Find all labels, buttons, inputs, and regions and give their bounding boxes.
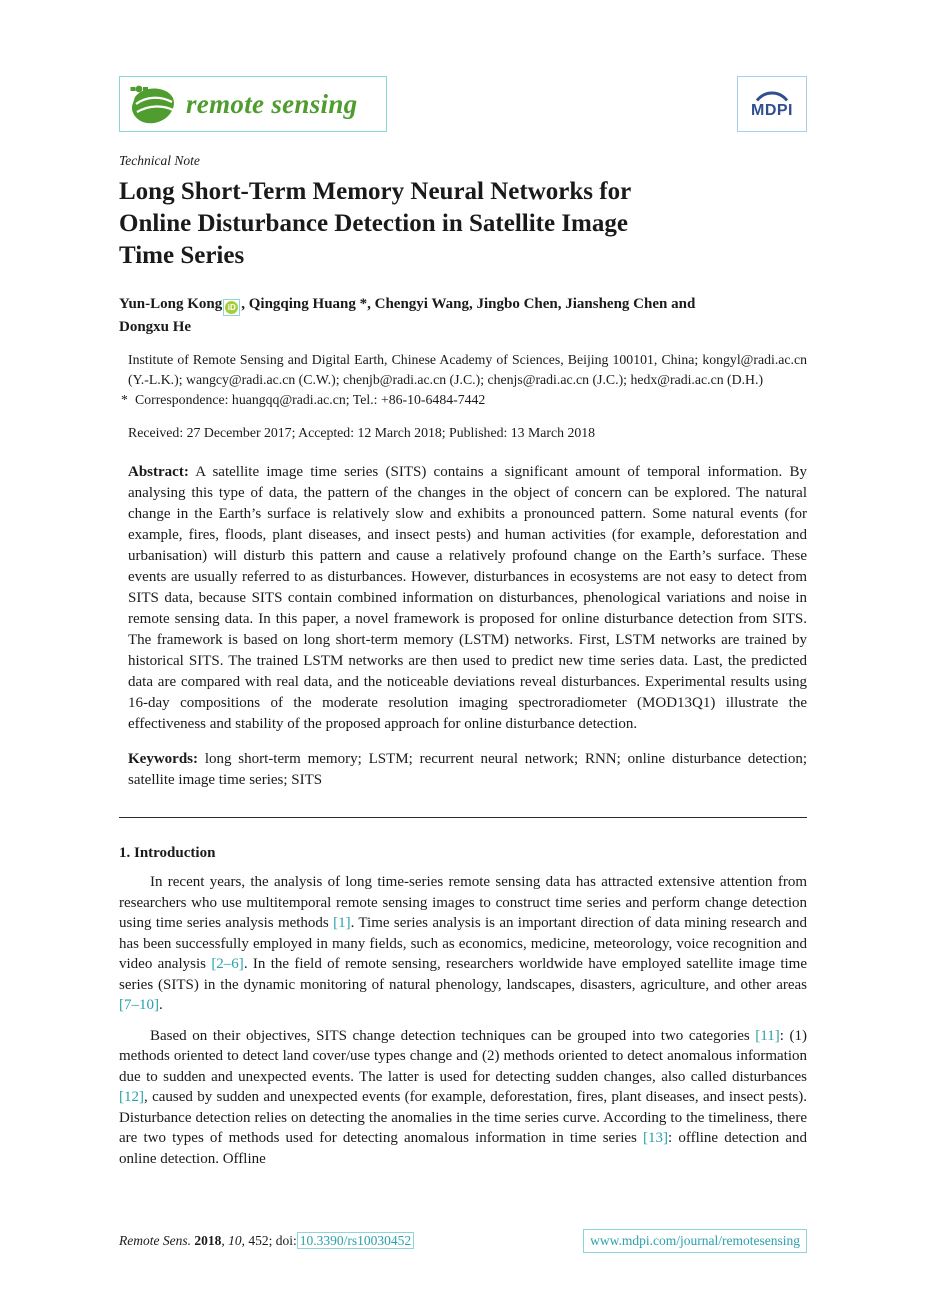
masthead: [119, 76, 807, 132]
keywords-text: long short-term memory; LSTM; recurrent neural network; RNN; online disturbance detection; satellite image time series; SITS: [128, 751, 807, 788]
text-run: : offline detection and online detection. Offline: [119, 1130, 808, 1167]
orcid-icon[interactable]: iD: [225, 301, 238, 314]
abstract-label: Abstract:: [128, 464, 189, 480]
title-line-2: Online Disturbance Detection in Satellite Image: [119, 210, 628, 237]
text-run: , caused by sudden and unexpected events (for example, deforestation, fires, plant diseases, and insect pests). Disturbance detection relies on detecting the anomalies in the time series curve. According to the timeliness, there are two types of methods used for detecting anomalous information in time series: [119, 1089, 807, 1146]
citation-1[interactable]: [1]: [333, 915, 351, 931]
correspondence-line: [121, 390, 807, 410]
paper-title: [119, 176, 807, 272]
keywords-label: Keywords:: [128, 751, 198, 767]
keywords: [128, 749, 807, 791]
affiliation: Institute of Remote Sensing and Digital Earth, Chinese Academy of Sciences, Beijing 100101, China; kongyl@radi.ac.cn (Y.-L.K.); wangcy@radi.ac.cn (C.W.); chenjb@radi.ac.cn (J.C.); chenjs@radi.ac.cn (J.C.); hedx@radi.ac.cn (D.H.): [128, 352, 807, 387]
authors-line-1: [119, 293, 807, 316]
footer-article-number: , 452; doi:: [241, 1233, 297, 1248]
authors-line-2: Dongxu He: [119, 319, 192, 335]
text-run: : (1) methods oriented to detect land cover/use types change and (2) methods oriented to detect anomalous information due to sudden and unexpected events. The latter is used for detecting sudden changes, also called disturbances: [119, 1027, 807, 1085]
article-type-label: Technical Note: [119, 153, 200, 168]
abstract-text: A satellite image time series (SITS) contains a significant amount of temporal information. By analysing this type of data, the pattern of the changes in the object of concern can be explored. The natural change in the Earth’s surface is relatively slow and exhibits a pronounced pattern. Some natural events (for example, fires, floods, plant diseases, and insect pests) and human activities (for example, deforestation and urbanisation) will disturb this pattern and cause a relatively profound change on the Earth’s surface. These events are usually referred to as disturbances. However, disturbances in ecosystems are not easy to detect from SITS data, because SITS contain combined information on disturbances, phenological variations and noise in remote sensing data. In this paper, a novel framework is proposed for online disturbance detection from SITS. The framework is based on long short-term memory (LSTM) networks. First, LSTM networks are trained by historical SITS. The trained LSTM networks are then used to predict new time series data. Last, the predicted data are compared with real data, and the noticeable deviations reveal disturbances. Experimental results using 16-day compositions of the moderate resolution imaging spectroradiometer (MOD13Q1) illustrate the effectiveness and stability of the proposed approach for online disturbance detection.: [128, 464, 807, 732]
citation-2-6[interactable]: [2–6]: [211, 956, 244, 972]
footer-sep: ,: [221, 1233, 229, 1248]
citation-7-10[interactable]: [7–10]: [119, 997, 159, 1013]
doi-link[interactable]: 10.3390/rs10030452: [297, 1232, 414, 1249]
section-heading-introduction: 1. Introduction: [119, 845, 216, 861]
text-run: . In the field of remote sensing, researchers worldwide have employed satellite image time series (SITS) in the dynamic monitoring of natural phenology, landscapes, disasters, agriculture, and other areas: [119, 956, 807, 993]
mdpi-logo-text: MDPI: [751, 102, 793, 119]
journal-logo: [119, 76, 387, 132]
mdpi-logo-icon: [754, 89, 790, 102]
footer-year: 2018: [194, 1233, 222, 1248]
footer-citation: [119, 1232, 414, 1250]
correspondence-marker: *: [121, 392, 128, 407]
intro-paragraph-2: [119, 1026, 807, 1170]
text-run: . Time series analysis is an important direction of data mining research and has been successfully employed in many fields, such as economics, medicine, meteorology, voice recognition and video analysis: [119, 915, 807, 972]
author-names-rest: , Qingqing Huang *, Chengyi Wang, Jingbo Chen, Jiansheng Chen and: [241, 296, 696, 312]
orcid-link[interactable]: [223, 299, 240, 316]
title-line-3: Time Series: [119, 242, 245, 269]
author-name-first: Yun-Long Kong: [119, 296, 223, 312]
authors-block: [119, 293, 807, 338]
text-run: In recent years, the analysis of long time-series remote sensing data has attracted extensive attention from researchers who use multitemporal remote sensing images to construct time series and perform change detection using time series analysis methods: [119, 874, 807, 931]
mdpi-logo: [737, 76, 807, 132]
dates-line: Received: 27 December 2017; Accepted: 12 March 2018; Published: 13 March 2018: [128, 425, 596, 440]
citation-11[interactable]: [11]: [755, 1027, 780, 1044]
journal-name: remote sensing: [186, 88, 358, 119]
title-line-1: Long Short-Term Memory Neural Networks for: [119, 178, 632, 205]
remote-sensing-logo-icon: [127, 82, 179, 126]
footer-volume: 10: [228, 1233, 242, 1248]
text-run: Based on their objectives, SITS change detection techniques can be grouped into two categories: [150, 1027, 756, 1044]
intro-paragraph-1: [119, 872, 807, 1016]
meta-block: [121, 350, 807, 791]
journal-url-link[interactable]: www.mdpi.com/journal/remotesensing: [583, 1229, 807, 1253]
correspondence-text: Correspondence: huangqq@radi.ac.cn; Tel.: +86-10-6484-7442: [135, 392, 486, 407]
abstract: [128, 462, 807, 735]
section-divider: [119, 817, 807, 818]
page-footer: [119, 1229, 807, 1253]
text-run: .: [159, 997, 163, 1013]
citation-13[interactable]: [13]: [643, 1130, 669, 1146]
footer-journal-name: Remote Sens.: [119, 1233, 195, 1248]
citation-12[interactable]: [12]: [119, 1089, 144, 1105]
